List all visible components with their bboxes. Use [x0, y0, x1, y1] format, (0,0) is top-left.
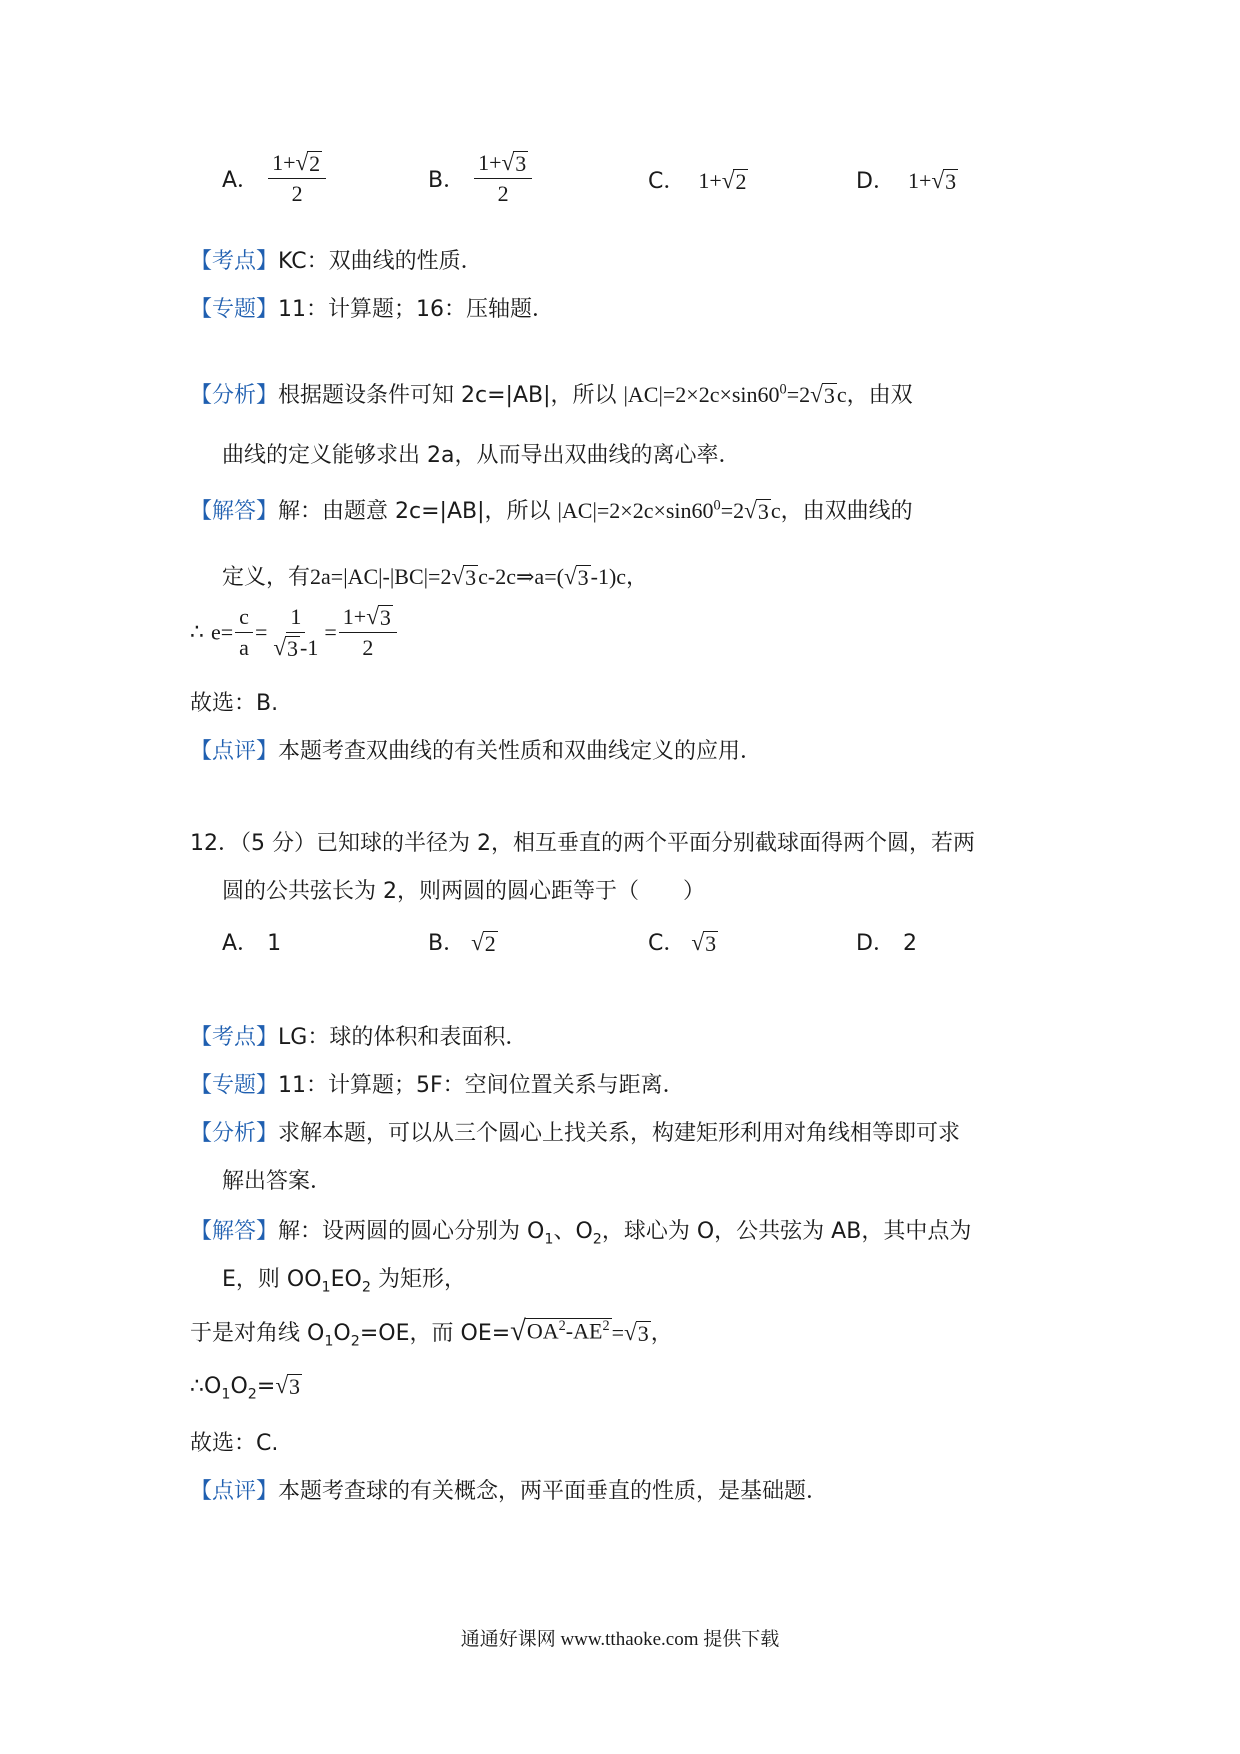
- q11-zhuanti: 【专题】11：计算题；16：压轴题．: [190, 297, 555, 322]
- q12-option-c: C． √ 3: [648, 929, 717, 956]
- q12-option-b: B． √ 2: [428, 929, 496, 956]
- q11-kaodian: 【考点】KC：双曲线的性质．: [190, 249, 483, 274]
- q11-jieda-line2: 定义，有2a=|AC|-|BC|=2 √ 3 c-2c⇒a=( √ 3 -1)c，: [222, 563, 649, 590]
- q12-fenxi-line2: 解出答案．: [222, 1169, 333, 1194]
- q12-jieda-line2: E，则 $OO_1EO_2$ 为矩形，: [222, 1267, 466, 1296]
- q11-option-b-fraction: 1+ √ 3 2: [474, 148, 532, 209]
- q12-zhuanti: 【专题】11：计算题；5F：空间位置关系与距离．: [190, 1073, 685, 1098]
- q11-fenxi-line2: 曲线的定义能够求出 2a，从而导出双曲线的离心率．: [222, 443, 741, 468]
- q11-dianping: 【点评】本题考查双曲线的有关性质和双曲线定义的应用．: [190, 739, 763, 764]
- q12-dianping: 【点评】本题考查球的有关概念，两平面垂直的性质，是基础题．: [190, 1479, 829, 1504]
- q11-option-a-fraction: 1+ √ 2 2: [268, 148, 326, 209]
- q12-option-d: D． 2: [856, 931, 917, 956]
- q12-stem-line2: 圆的公共弦长为 2，则两圆的圆心距等于（ ）: [222, 879, 705, 904]
- q11-option-a: A． 1+ √ 2 2: [222, 148, 328, 209]
- q12-jieda-line3: 于是对角线 $O_1O_2=OE$，而 OE= √ $OA^2-AE^2$ = √ 3 ，: [190, 1316, 673, 1350]
- q11-choice: 故选：B.: [190, 691, 279, 716]
- q11-option-b: B． 1+ √ 3 2: [428, 148, 534, 209]
- q12-option-a: A． 1: [222, 931, 282, 956]
- q11-option-d: D． 1+ √ 3: [856, 167, 957, 194]
- q12-fenxi: 【分析】求解本题，可以从三个圆心上找关系，构建矩形利用对角线相等即可求: [190, 1121, 961, 1146]
- q12-stem: 12．（5 分）已知球的半径为 2，相互垂直的两个平面分别截球面得两个圆，若两: [190, 831, 975, 856]
- q11-jieda: 【解答】解：由题意 2c=|AB|，所以 $|AC|=2\times 2c\times\sin 60^0=2$ √ 3 c，由双曲线的: [190, 497, 913, 524]
- q12-jieda: 【解答】解：设两圆的圆心分别为 $O_1$、$O_2$，球心为 O，公共弦为 AB，其中点为: [190, 1219, 972, 1248]
- q11-eccentricity: ∴ e= $\frac{c}{a}$ = 1 √ 3 -1 = 1+ √ 3 2: [190, 602, 399, 663]
- page-footer: 通通好课网 www.tthaoke.com 提供下载: [460, 1629, 780, 1650]
- q12-choice: 故选：C.: [190, 1431, 279, 1456]
- q12-jieda-line4: $\therefore O_1O_2=$ √ 3: [190, 1372, 300, 1403]
- q11-fenxi: 【分析】根据题设条件可知 2c=|AB|，所以 $|AC|=2\times 2c\times\sin 60^0=2$ √ 3 c，由双: [190, 381, 913, 408]
- q11-option-c: C． 1+ √ 2: [648, 167, 747, 194]
- q12-kaodian: 【考点】LG：球的体积和表面积．: [190, 1025, 528, 1050]
